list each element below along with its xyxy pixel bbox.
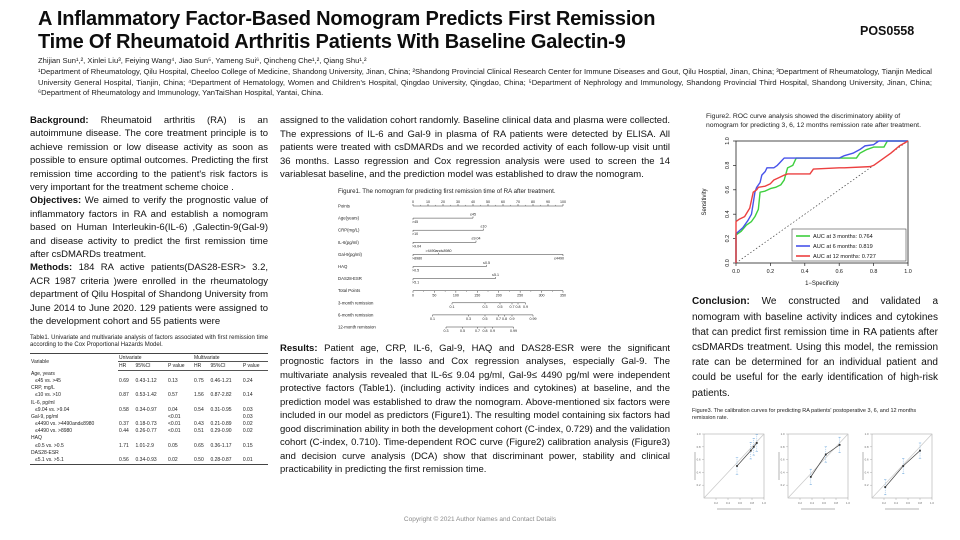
svg-text:DAS28-ESR: DAS28-ESR xyxy=(338,275,362,281)
svg-text:0.0: 0.0 xyxy=(725,259,731,268)
svg-text:0.6: 0.6 xyxy=(780,457,785,462)
svg-text:0.8: 0.8 xyxy=(482,328,488,333)
svg-text:0: 0 xyxy=(412,199,414,204)
svg-text:IL-6(pg/ml): IL-6(pg/ml) xyxy=(338,239,359,245)
svg-text:HAQ: HAQ xyxy=(338,263,348,269)
background-text: Rheumatoid arthritis (RA) is an autoimmune disease. The core treatment principle is to achieve remission or low disease activity as soon as possible to ensure optimal outcomes. Predicting the first remission time according to the patient's risk factors is very important for the treatment scheme choice . xyxy=(30,115,268,194)
svg-text:≤10: ≤10 xyxy=(480,224,487,229)
objectives-text: We aimed to verify the prognostic value of inflammatory factors in RA and establish a nomogram based on Human Interleukin-6(IL-6) ,Galectin-9(Gal-9) and disease activity to predict the first remission time after csDMARDs treatment. xyxy=(30,195,268,261)
copyright-line: Copyright © 2021 Author Names and Contact Details xyxy=(403,516,557,523)
svg-text:≤9.04: ≤9.04 xyxy=(471,236,481,241)
svg-text:10: 10 xyxy=(426,199,430,204)
svg-text:0.8: 0.8 xyxy=(502,316,507,321)
svg-text:0.3: 0.3 xyxy=(466,316,471,321)
figure2-caption: Figure2. ROC curve analysis showed the discriminatory ability of nomogram for predicting 3, 6, 12 months remission rate after treatment. xyxy=(706,113,921,130)
table1-body xyxy=(30,370,268,464)
svg-text:0.1: 0.1 xyxy=(430,316,435,321)
svg-text:90: 90 xyxy=(546,199,550,204)
svg-text:0.4: 0.4 xyxy=(810,500,814,505)
methods-label: Methods: xyxy=(30,262,73,274)
svg-text:150: 150 xyxy=(474,292,481,297)
svg-text:>45: >45 xyxy=(412,219,419,224)
svg-text:>10: >10 xyxy=(412,231,419,236)
svg-text:50: 50 xyxy=(486,199,490,204)
svg-text:350: 350 xyxy=(560,292,566,297)
svg-text:1.0: 1.0 xyxy=(725,137,731,146)
right-column xyxy=(692,112,938,524)
conclusion-text: We constructed and validated a nomogram with baseline activity indices and cytokines that can predict first remission time in RA patients after csDMARDs treatment. Using this model, the remission rate can be determined for an individual patient and could be useful for the early identification of high-risk patients. xyxy=(692,296,938,399)
conclusion-label: Conclusion: xyxy=(692,296,750,308)
table1-caption: Table1. Univariate and multivariate analysis of factors associated with first remission time according to the Cox Proportional Hazards Model. xyxy=(30,334,268,349)
svg-text:>5.1: >5.1 xyxy=(412,280,420,285)
table1-variable-header: Variable xyxy=(31,359,49,366)
figure3-caption: Figure3. The calibration curves for predicting RA patients' postoperative 3, 6, and 12 months remission rate. xyxy=(692,407,917,421)
col-header: 95%CI xyxy=(209,362,241,371)
svg-text:0: 0 xyxy=(412,292,414,297)
svg-text:80: 80 xyxy=(531,199,535,204)
col-header: P value xyxy=(167,362,193,371)
svg-text:Total Points: Total Points xyxy=(338,287,361,293)
svg-text:0.5: 0.5 xyxy=(482,316,488,321)
svg-text:0.6: 0.6 xyxy=(835,269,843,276)
table-row: ≤5.1 vs. >5.1 0.56 0.34-0.93 0.02 0.50 0.28-0.87 0.01 xyxy=(35,457,253,464)
svg-text:0.6: 0.6 xyxy=(696,457,701,462)
svg-text:>4490and≤8980: >4490and≤8980 xyxy=(425,248,452,253)
col-header: HR xyxy=(118,362,134,371)
svg-text:Gal-9(pg/ml): Gal-9(pg/ml) xyxy=(338,251,362,257)
svg-text:70: 70 xyxy=(516,199,520,204)
svg-text:0.6: 0.6 xyxy=(738,500,742,505)
background-label: Background: xyxy=(30,115,89,126)
svg-text:0.4: 0.4 xyxy=(726,500,730,505)
conclusion-paragraph xyxy=(692,294,938,400)
svg-text:0.2: 0.2 xyxy=(864,483,869,488)
svg-text:12-month remission: 12-month remission xyxy=(338,324,376,329)
svg-text:>8980: >8980 xyxy=(412,255,423,260)
table-row: ≤0.5 vs. >0.5 1.71 1.01-2.9 0.05 0.65 0.36-1.17 0.15 xyxy=(35,442,253,449)
table-row: CRP, mg/L xyxy=(31,385,55,392)
calibration-panel xyxy=(860,424,938,524)
table-row: ≤9.04 vs. >9.04 0.58 0.34-0.97 0.04 0.54 0.31-0.95 0.03 xyxy=(35,406,253,413)
svg-text:≤0.5: ≤0.5 xyxy=(483,260,490,265)
results-label: Results: xyxy=(280,342,318,354)
figure1-caption: Figure1. The nomogram for predicting first remission time of RA after treatment. xyxy=(338,187,556,195)
svg-text:0.0: 0.0 xyxy=(732,269,740,276)
table-row: ≤45 vs. >45 0.69 0.43-1.12 0.13 0.75 0.46-1.21 0.24 xyxy=(35,377,253,384)
svg-text:100: 100 xyxy=(560,199,566,204)
svg-text:0.8: 0.8 xyxy=(725,162,731,170)
svg-text:CRP(mg/L): CRP(mg/L) xyxy=(338,227,360,233)
svg-text:1.0: 1.0 xyxy=(780,431,785,436)
svg-text:0.8: 0.8 xyxy=(864,444,869,449)
svg-text:3-month remission: 3-month remission xyxy=(338,299,374,305)
figure3-calibration xyxy=(692,424,938,524)
figure1-nomogram xyxy=(335,197,670,342)
table-row: ≤4490 vs. >8980 0.44 0.26-0.77 <0.01 0.51 0.29-0.90 0.02 xyxy=(35,428,253,435)
table1 xyxy=(30,353,268,465)
svg-text:1.0: 1.0 xyxy=(904,269,912,276)
svg-text:0.8: 0.8 xyxy=(780,444,785,449)
svg-text:0.9: 0.9 xyxy=(523,304,528,309)
svg-text:0.8: 0.8 xyxy=(918,500,922,505)
methods-text: 184 RA active patients(DAS28-ESR> 3.2, ACR 1987 criteria )were enrolled in the rheumatology department of Qilu Hospital of Shandong University from June 2014 to June 2020. 129 patients were assigned to the development cohort and 55 patients were xyxy=(30,262,269,328)
svg-text:1.0: 1.0 xyxy=(762,500,766,505)
table1-group-header-row xyxy=(30,353,268,362)
col-header: P value xyxy=(242,362,268,371)
svg-text:0.8: 0.8 xyxy=(515,304,521,309)
svg-text:0.8: 0.8 xyxy=(869,269,878,276)
svg-text:0.6: 0.6 xyxy=(906,500,910,505)
svg-text:40: 40 xyxy=(471,199,475,204)
calibration-panel xyxy=(776,424,854,524)
svg-text:0.2: 0.2 xyxy=(780,483,785,488)
table1-univariate-header: Univariate xyxy=(118,353,193,362)
intro-paragraph: assigned to the validation cohort randomly. Baseline clinical data and plasma were collected. The expressions of IL-6 and Gal-9 in plasma of RA patients were detected by ELISA. All patients were treated with csDMARDs and we recorded activity of each follow-up visit until 36 months. Lasso regression and Cox regression analysis were used to screen the 14 variablesat baseline, and the prediction model was established to draw the nomogram. xyxy=(280,115,670,180)
table-row: ≤4490 vs. >4490and≤8980 0.37 0.18-0.73 <0.01 0.43 0.21-0.89 0.02 xyxy=(35,421,253,428)
middle-column xyxy=(280,114,670,477)
background-paragraph xyxy=(30,114,268,329)
svg-text:0.4: 0.4 xyxy=(864,470,869,475)
table1-multivariate-header: Multivariate xyxy=(193,353,268,362)
nomogram-chart xyxy=(335,197,585,337)
col-header: 95%CI xyxy=(135,362,167,371)
svg-text:0.2: 0.2 xyxy=(696,483,701,488)
svg-text:0.4: 0.4 xyxy=(725,210,731,219)
svg-text:200: 200 xyxy=(495,292,502,297)
table-row: IL-6, pg/ml xyxy=(31,399,55,406)
svg-text:50: 50 xyxy=(432,292,437,297)
svg-text:30: 30 xyxy=(456,199,460,204)
svg-text:0.7: 0.7 xyxy=(509,304,515,309)
affiliations: ¹Department of Rheumatology, Qilu Hospital, Cheeloo College of Medicine, Shandong University, Jinan, China; ²Shandong Provincial Clinical Research Center for Immune Diseases and Gout, Qilu Hosptial, Jinan, China; ³Department of Rheumatology, Tianjin Medical University General Hospital, Tianjin, China; ⁴Department of Hematology, Women and Children's Hospital, Qingdao University, Qingdao, China; ⁵Department of Nephrology and Immunology, Shandong Provincial Third Hospital, Shandong University, Jinan, China; ⁶Department of Rheumatology and Immunology, YanTaiShan Hospital, Yantai, China. xyxy=(38,67,932,98)
svg-text:6-month remission: 6-month remission xyxy=(338,311,374,317)
svg-text:100: 100 xyxy=(452,292,459,297)
svg-text:>9.04: >9.04 xyxy=(412,243,422,248)
svg-text:≤45: ≤45 xyxy=(470,212,476,216)
svg-text:0.2: 0.2 xyxy=(766,269,775,276)
col-header: HR xyxy=(193,362,209,371)
poster-title xyxy=(38,8,798,54)
svg-text:0.5: 0.5 xyxy=(497,304,503,309)
objectives-label: Objectives: xyxy=(30,195,82,207)
svg-text:0.8: 0.8 xyxy=(834,500,838,505)
svg-text:0.2: 0.2 xyxy=(798,500,802,505)
svg-text:1−Specificity: 1−Specificity xyxy=(805,281,839,288)
svg-text:300: 300 xyxy=(538,292,545,297)
svg-text:0.9: 0.9 xyxy=(509,316,515,321)
svg-text:Points: Points xyxy=(338,203,350,208)
svg-text:1.0: 1.0 xyxy=(864,431,869,436)
svg-text:0.99: 0.99 xyxy=(510,328,517,333)
svg-text:0.9: 0.9 xyxy=(490,328,495,333)
poster-title-line2: Time Of Rheumatoid Arthritis Patients With Baseline Galectin-9 xyxy=(38,31,626,53)
svg-text:0.8: 0.8 xyxy=(750,500,754,505)
results-paragraph xyxy=(280,342,670,477)
svg-text:0.4: 0.4 xyxy=(696,470,701,475)
table-row: HAQ xyxy=(31,435,42,442)
svg-text:Sensitivity: Sensitivity xyxy=(702,188,708,216)
svg-text:0.4: 0.4 xyxy=(780,470,785,475)
svg-text:0.7: 0.7 xyxy=(475,328,480,333)
svg-text:0.4: 0.4 xyxy=(894,500,898,505)
svg-text:0.4: 0.4 xyxy=(801,269,809,276)
svg-text:>0.5: >0.5 xyxy=(412,268,420,272)
svg-text:0.3: 0.3 xyxy=(482,304,488,309)
svg-text:Age(years): Age(years) xyxy=(338,215,360,221)
svg-text:60: 60 xyxy=(501,199,505,204)
svg-text:0.2: 0.2 xyxy=(882,500,886,505)
svg-text:0.6: 0.6 xyxy=(864,457,869,462)
authors-line: Zhijian Sun¹,², Xinlei Liu³, Feiying Wang⁴, Jiao Sun⁵, Yameng Sui⁶, Qincheng Che¹,², Qiang Shu¹,² xyxy=(38,56,367,65)
svg-text:0.2: 0.2 xyxy=(714,500,718,505)
svg-text:1.0: 1.0 xyxy=(696,431,701,436)
roc-chart xyxy=(692,133,936,289)
table-row: Age, years xyxy=(31,370,55,377)
poster-id: POS0558 xyxy=(860,24,915,38)
table-row: Gal-9, pg/ml <0.01 0.03 xyxy=(31,413,253,420)
calibration-panel xyxy=(692,424,770,524)
left-column xyxy=(30,114,268,465)
svg-text:0.5: 0.5 xyxy=(460,328,465,333)
svg-text:0.3: 0.3 xyxy=(443,328,449,333)
svg-text:0.2: 0.2 xyxy=(725,235,731,243)
svg-text:20: 20 xyxy=(441,199,445,204)
poster-title-line1: A Inflammatory Factor-Based Nomogram Predicts First Remission xyxy=(38,8,656,30)
table-row: DAS28-ESR xyxy=(31,449,59,456)
svg-text:≤5.1: ≤5.1 xyxy=(492,272,499,277)
svg-text:0.6: 0.6 xyxy=(725,186,731,194)
svg-text:1.0: 1.0 xyxy=(846,500,850,505)
svg-text:0.99: 0.99 xyxy=(529,316,537,321)
svg-text:1.0: 1.0 xyxy=(930,500,934,505)
svg-text:AUC at 3 months: 0.764: AUC at 3 months: 0.764 xyxy=(813,234,873,241)
svg-text:250: 250 xyxy=(517,292,524,297)
svg-text:0.1: 0.1 xyxy=(449,304,455,309)
figure2-roc xyxy=(692,133,938,294)
table-row: ≤10 vs. >10 0.87 0.53-1.42 0.57 1.56 0.87-2.82 0.14 xyxy=(35,392,253,399)
svg-text:0.7: 0.7 xyxy=(496,316,501,321)
svg-text:AUC at 6 months: 0.819: AUC at 6 months: 0.819 xyxy=(813,244,873,251)
svg-text:≤4490: ≤4490 xyxy=(554,255,564,260)
svg-text:0.6: 0.6 xyxy=(822,500,826,505)
results-text: Patient age, CRP, IL-6, Gal-9, HAQ and DAS28-ESR were the significant prognostic factors in the lasso and Cox regression analyses, especially Gal-9. The multivariate analysis revealed that IL-6≤ 9.04 pg/ml, Gal-9≤ 4490 pg/ml were independent protective factors (Table1). (including activity indices and cytokines) at baseline, and the prediction model was established to draw the nomogram. Above-mentioned six factors were included in our model as predictors (Figure1). The resulting model containing six factors had good discrimination ability in both the development cohort (C-index, 0.729) and the validation cohort (C-index, 0.710). Time-dependent ROC curve (Figure2) calibration analysis (Figure3) and decision curve analysis (DCA) show that discriminant power, stability and clinical practicability in predicting the first remission time. xyxy=(280,342,670,475)
svg-text:AUC at 12 months: 0.727: AUC at 12 months: 0.727 xyxy=(813,254,876,261)
svg-text:0.8: 0.8 xyxy=(696,444,701,449)
